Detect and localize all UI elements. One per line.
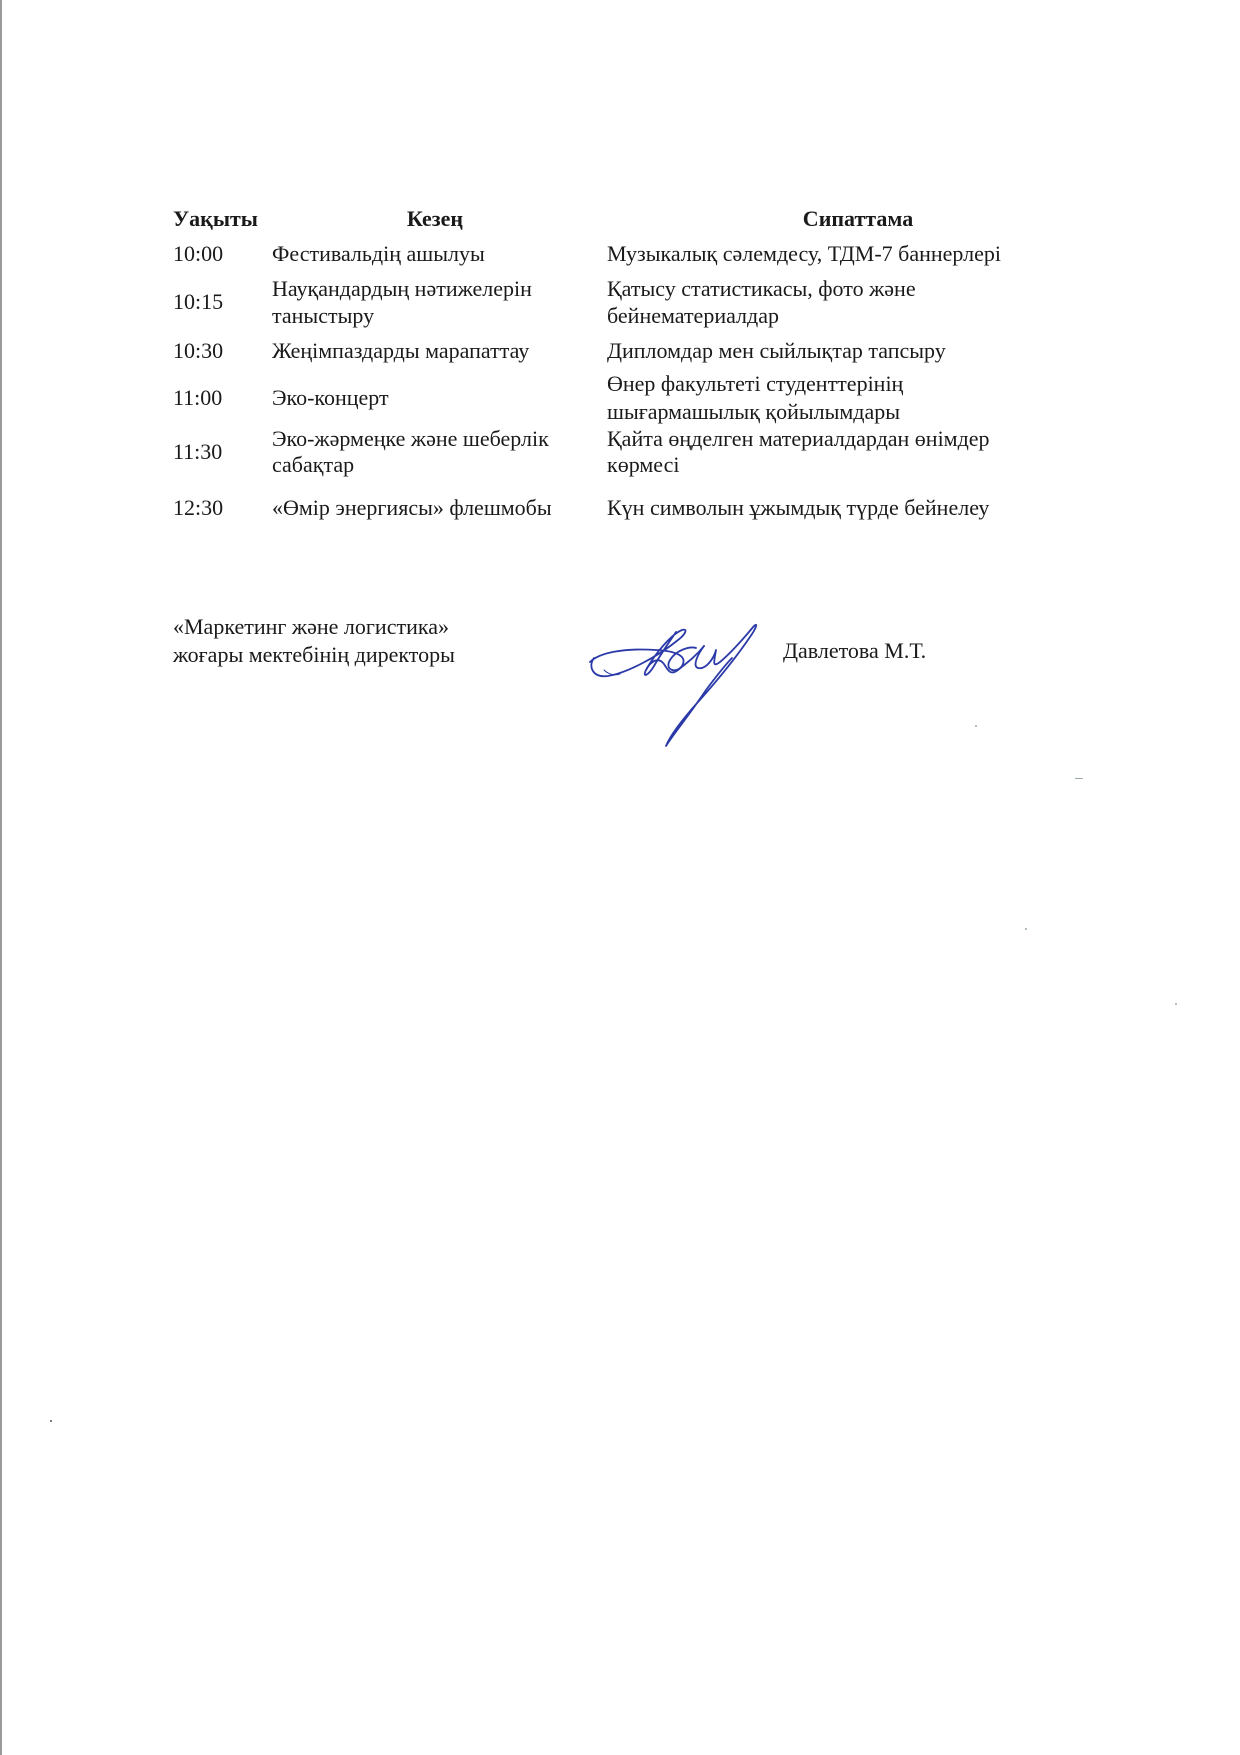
row-stage-line2: таныстыру: [272, 303, 375, 328]
row-time: 10:15: [173, 289, 224, 314]
header-stage: Кезең: [406, 206, 464, 231]
handwritten-signature: [586, 618, 771, 750]
row-description: Өнер факультеті студенттерінің: [607, 371, 904, 396]
row-description: Қатысу статистикасы, фото және: [607, 276, 916, 301]
row-description-line2: шығармашылық қойылымдары: [607, 399, 901, 424]
row-description: Күн символын ұжымдық түрде бейнелеу: [607, 495, 990, 520]
row-description-line2: көрмесі: [607, 452, 680, 477]
scan-speck: [975, 725, 977, 727]
row-time: 10:30: [173, 338, 224, 363]
row-description: Дипломдар мен сыйлықтар тапсыру: [607, 338, 946, 363]
header-description: Сипаттама: [802, 206, 914, 231]
row-time: 10:00: [173, 241, 224, 266]
signatory-position-line2: жоғары мектебінің директоры: [173, 642, 455, 667]
signature-stroke: [666, 625, 756, 746]
row-description: Музыкалық сәлемдесу, ТДМ-7 баннерлері: [607, 241, 1002, 266]
header-time: Уақыты: [173, 206, 258, 231]
row-stage: Фестивальдің ашылуы: [272, 241, 485, 266]
scan-speck: [1175, 1003, 1177, 1005]
scan-edge-line: [0, 0, 2, 1755]
signatory-name: Давлетова М.Т.: [783, 638, 927, 663]
row-stage: Эко-жәрмеңке және шеберлік: [272, 426, 549, 451]
signatory-position-line1: «Маркетинг және логистика»: [173, 614, 449, 639]
row-description-line2: бейнематериалдар: [607, 303, 779, 328]
signature-stroke: [590, 648, 696, 671]
row-stage-line2: сабақтар: [272, 452, 355, 477]
row-stage: Эко-концерт: [272, 385, 389, 410]
row-time: 11:00: [173, 385, 223, 410]
row-description: Қайта өңделген материалдардан өнімдер: [607, 426, 990, 451]
row-time: 12:30: [173, 495, 224, 520]
row-stage: «Өмір энергиясы» флешмобы: [272, 495, 552, 520]
row-stage: Науқандардың нәтижелерін: [272, 276, 532, 301]
scan-speck: [50, 1420, 52, 1422]
scan-speck: [1075, 778, 1083, 779]
scan-speck: [1025, 928, 1027, 930]
row-stage: Жеңімпаздарды марапаттау: [272, 338, 530, 363]
row-time: 11:30: [173, 439, 223, 464]
